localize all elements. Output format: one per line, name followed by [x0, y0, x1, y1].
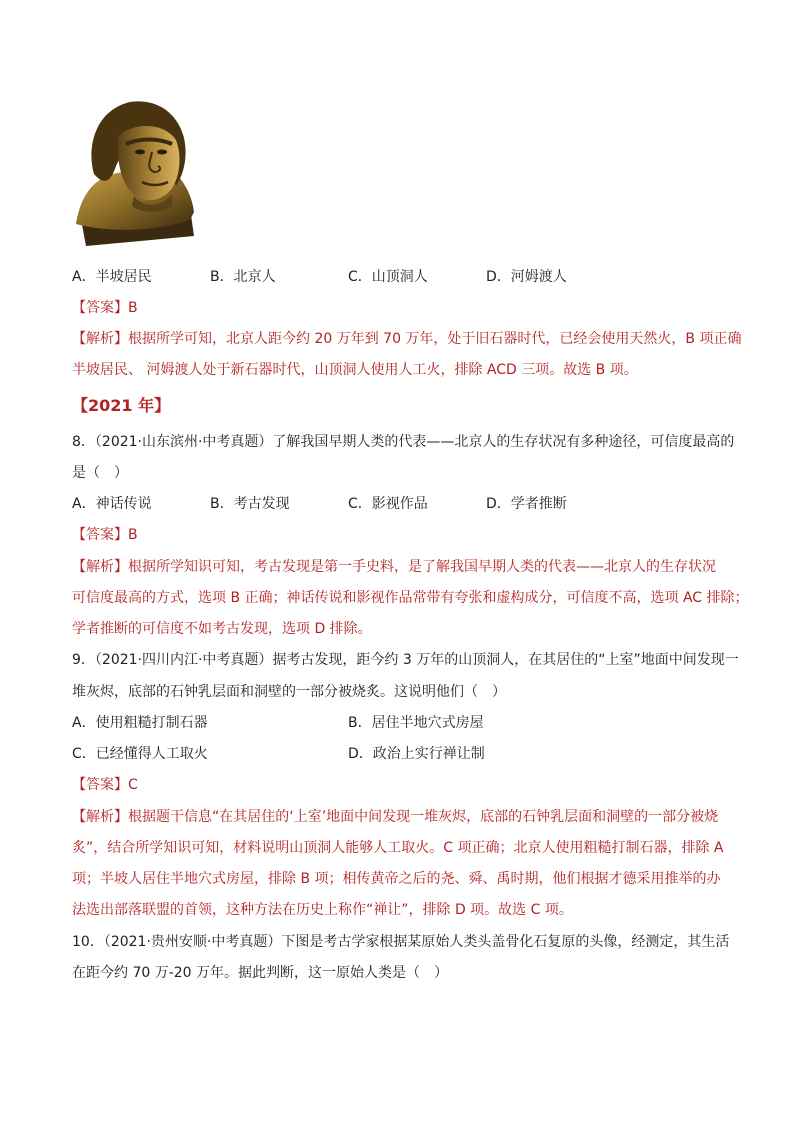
- q8-analysis-line-2: 可信度最高的方式，选项 B 正确；神话传说和影视作品常带有夸张和虚构成分，可信度不高，选项 AC 排除；: [72, 590, 749, 606]
- q7-options: [72, 267, 624, 287]
- q9-stem-line-2: 堆灰烬，底部的石钟乳层面和洞壁的一部分被烧炙。这说明他们（ ）: [72, 684, 506, 700]
- q9-option-d: D．政治上实行禅让制: [348, 746, 485, 762]
- analysis-tag: 【解析】: [72, 559, 128, 575]
- q7-analysis-line-2: 半坡居民、 河姆渡人处于新石器时代，山顶洞人使用人工火，排除 ACD 三项。故选 B 项。: [72, 362, 638, 378]
- q8-option-b: B．考古发现: [210, 496, 290, 512]
- q7-option-b: B．北京人: [210, 269, 276, 285]
- q9-analysis-line-3: 项；半坡人居住半地穴式房屋，排除 B 项；相传黄帝之后的尧、舜、禹时期，他们根据才德采用推举的办: [72, 871, 721, 887]
- q8-option-d: D．学者推断: [486, 496, 567, 512]
- q7-answer: [72, 298, 138, 318]
- q9-analysis-line-1: [72, 807, 718, 827]
- answer-value: B: [128, 527, 138, 543]
- answer-value: C: [128, 777, 138, 793]
- q8-analysis-line-1: [72, 557, 716, 577]
- answer-tag: 【答案】: [72, 527, 128, 543]
- analysis-tag: 【解析】: [72, 331, 128, 347]
- q7-option-a: A．半坡居民: [72, 269, 152, 285]
- q9-analysis-line-4: 法选出部落联盟的首领，这种方法在历史上称作“禅让”，排除 D 项。故选 C 项。: [72, 902, 573, 918]
- q10-stem-line-2: 在距今约 70 万-20 万年。据此判断，这一原始人类是（ ）: [72, 965, 449, 981]
- section-year-heading: 【2021 年】: [72, 396, 171, 415]
- q9-analysis-line-2: 炙”，结合所学知识可知，材料说明山顶洞人能够人工取火。C 项正确；北京人使用粗糙打制石器，排除 A: [72, 840, 724, 856]
- q10-stem-line-1: 10．（2021·贵州安顺·中考真题）下图是考古学家根据某原始人类头盖骨化石复原的头像，经测定，其生活: [72, 934, 730, 950]
- analysis-text: 根据题干信息“在其居住的‘上室’地面中间发现一堆灰烬，底部的石钟乳层面和洞壁的一部分被烧: [128, 809, 719, 825]
- q9-options-row-2: [72, 744, 624, 764]
- q8-answer: [72, 525, 138, 545]
- q9-options-row-1: [72, 713, 624, 733]
- analysis-text: 根据所学可知，北京人距今约 20 万年到 70 万年，处于旧石器时代，已经会使用天然火，B 项正确: [128, 331, 742, 347]
- q7-analysis-line-1: [72, 329, 741, 349]
- q9-option-a: A．使用粗糙打制石器: [72, 715, 208, 731]
- analysis-tag: 【解析】: [72, 809, 128, 825]
- q8-stem-line-1: 8．（2021·山东滨州·中考真题）了解我国早期人类的代表——北京人的生存状况有多种途径，可信度最高的: [72, 434, 735, 450]
- q9-answer: [72, 775, 138, 795]
- q8-options: [72, 494, 624, 514]
- answer-tag: 【答案】: [72, 777, 128, 793]
- q8-stem-line-2: 是（ ）: [72, 465, 128, 481]
- q9-option-c: C．已经懂得人工取火: [72, 746, 208, 762]
- q7-option-c: C．山顶洞人: [348, 269, 428, 285]
- q7-option-d: D．河姆渡人: [486, 269, 567, 285]
- answer-tag: 【答案】: [72, 300, 128, 316]
- q9-stem-line-1: 9．（2021·四川内江·中考真题）据考古发现，距今约 3 万年的山顶洞人，在其居住的“上室”地面中间发现一: [72, 652, 739, 668]
- peking-man-bust-image: [72, 96, 198, 248]
- q9-option-b: B．居住半地穴式房屋: [348, 715, 484, 731]
- q8-option-a: A．神话传说: [72, 496, 152, 512]
- q8-option-c: C．影视作品: [348, 496, 428, 512]
- answer-value: B: [128, 300, 138, 316]
- q8-analysis-line-3: 学者推断的可信度不如考古发现，选项 D 排除。: [72, 621, 372, 637]
- analysis-text: 根据所学知识可知，考古发现是第一手史料，是了解我国早期人类的代表——北京人的生存状况: [128, 559, 716, 575]
